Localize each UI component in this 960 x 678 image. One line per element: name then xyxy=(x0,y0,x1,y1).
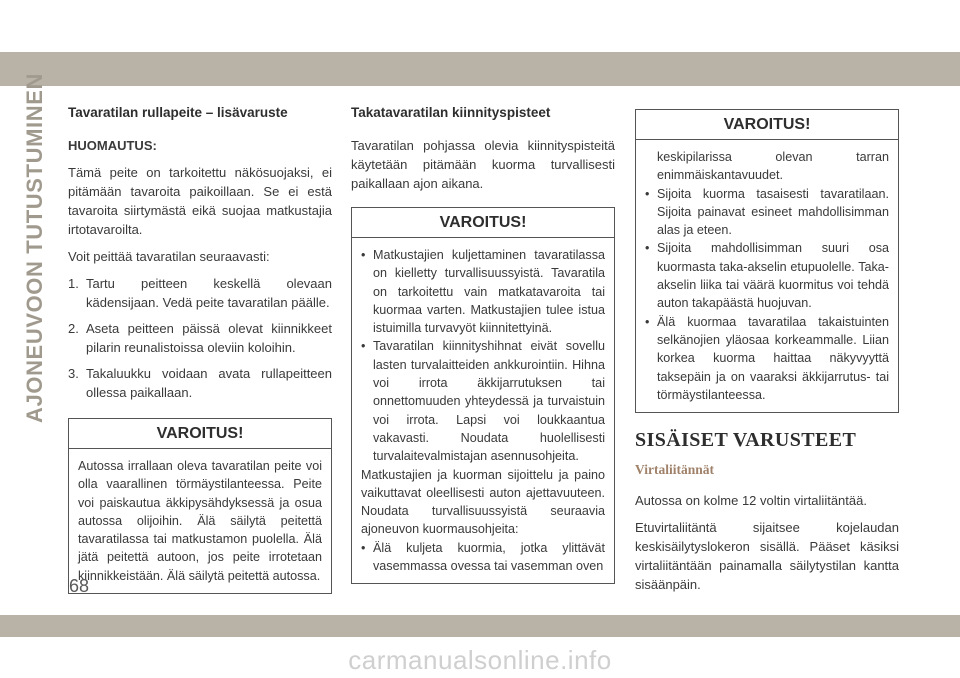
warning-continuation: keskipilarissa olevan tarran enimmäiskantavuudet. xyxy=(657,150,889,183)
warning-bullets xyxy=(645,185,889,405)
section-heading: SISÄISET VARUSTEET xyxy=(635,429,857,452)
steps-list xyxy=(68,274,332,402)
list-item: • Sijoita kuorma tasaisesti tavaratilaan. Sijoita painavat esineet mahdollisimman alas ja eteen. xyxy=(645,185,889,240)
list-item: • Tavaratilan kiinnityshihnat eivät sovellu lasten turvalaitteiden ankkurointiin. Hihna voi irrota äkkijarrutuksen tai onnettomuuden yhteydessä ja turvaistuin voi irrota. Lapsi voi loukkaantua vakavasti. Noudata huolellisesti turvalaitevalmistajan asennusohjeita. xyxy=(361,337,605,465)
cargo-cover-heading: Tavaratilan rullapeite – lisävaruste xyxy=(68,105,288,120)
warning-body xyxy=(69,449,331,593)
list-item: • Älä kuljeta kuormia, jotka ylittävät vasemmassa ovessa tai vasemman oven xyxy=(361,539,605,576)
warning-body xyxy=(352,238,614,583)
list-item: 2. Aseta peitteen päissä olevat kiinnikkeet pilarin reunalistoissa oleviin koloihin. xyxy=(68,321,332,355)
power-outlets-count: Autossa on kolme 12 voltin virtaliitäntää. xyxy=(635,493,867,509)
list-item: • Älä kuormaa tavaratilaa takaistuinten selkänojien yläosaa korkeammalle. Liian korkea kuorma haittaa näkyvyyttä taksepäin ja on vaaraksi äkkijarrutus- tai törmäystilanteessa. xyxy=(645,313,889,404)
warning-title: VAROITUS! xyxy=(636,110,898,140)
note-label: HUOMAUTUS: xyxy=(68,138,157,153)
list-item: 1. Tartu peitteen keskellä olevaan kädensijaan. Vedä peite tavaratilan päälle. xyxy=(68,276,332,310)
list-item: • Sijoita mahdollisimman suuri osa kuormasta taka-akselin etupuolelle. Taka-akselin liika tai väärä kuormitus voi tehdä auton takapäästä huojuvan. xyxy=(645,239,889,312)
warning-bullets xyxy=(361,246,605,466)
column-left xyxy=(68,103,332,594)
warning-body xyxy=(636,140,898,412)
side-section-tab xyxy=(19,73,51,423)
warning-title: VAROITUS! xyxy=(69,419,331,449)
page-number: 68 xyxy=(69,576,90,596)
top-margin xyxy=(0,0,960,52)
list-item: 3. Takaluukku voidaan avata rullapeitteen ollessa paikallaan. xyxy=(68,366,332,400)
tie-down-text: Tavaratilan pohjassa olevia kiinnityspisteitä käytetään pitämään kuorma turvallisesti paikallaan ajon aikana. xyxy=(351,138,615,191)
warning-box xyxy=(635,109,899,413)
warning-title: VAROITUS! xyxy=(352,208,614,238)
loading-bullets xyxy=(361,539,605,576)
tie-down-heading: Takatavaratilan kiinnityspisteet xyxy=(351,105,551,120)
footer-stripe xyxy=(0,615,960,637)
power-outlets-heading: Virtaliitännät xyxy=(635,462,714,478)
watermark-text: carmanualsonline.info xyxy=(348,645,612,675)
column-middle xyxy=(351,103,615,584)
side-section-title: AJONEUVOON TUTUSTUMINEN xyxy=(22,73,47,423)
intro-text: Voit peittää tavaratilan seuraavasti: xyxy=(68,249,270,264)
column-right xyxy=(635,109,899,602)
warning-text: Autossa irrallaan oleva tavaratilan peite voi olla vaarallinen törmäystilanteessa. Peite voi paiskautua äkkipysähdyksessä ja osua autossa olijoihin. Älä säilytä peitettä tavaratilassa tai matkustamon puolella. Älä jätä peitettä autoon, jos peite irrotetaan kiinnikkeistään. Älä säilytä peitettä autossa. xyxy=(78,459,322,583)
warning-box xyxy=(68,418,332,594)
loading-text: Matkustajien ja kuorman sijoittelu ja paino vaikuttavat oleellisesti auton ajettavuuteen. Noudata turvallisuussyistä seuraavia ajoneuvon kuormausohjeita: xyxy=(361,467,605,537)
note-text: Tämä peite on tarkoitettu näkösuojaksi, ei pitämään tavaroita paikoillaan. Se ei estä tavaroita siirtymästä eikä suojaa matkustajia irtotavaroilta. xyxy=(68,165,332,237)
power-outlets-location: Etuvirtaliitäntä sijaitsee kojelaudan keskisäilytyslokeron sisällä. Pääset käsiksi virtaliitäntään painamalla säilytystilan kantta sisäänpäin. xyxy=(635,520,899,593)
header-stripe xyxy=(0,52,960,86)
warning-box xyxy=(351,207,615,584)
list-item: • Matkustajien kuljettaminen tavaratilassa on kielletty turvallisuussyistä. Tavaratila on tarkoitettu vain matkatavaroita tai kuormaa varten. Matkustajien tulee istua istuimilla turvavyöt kiinnitettyinä. xyxy=(361,246,605,337)
